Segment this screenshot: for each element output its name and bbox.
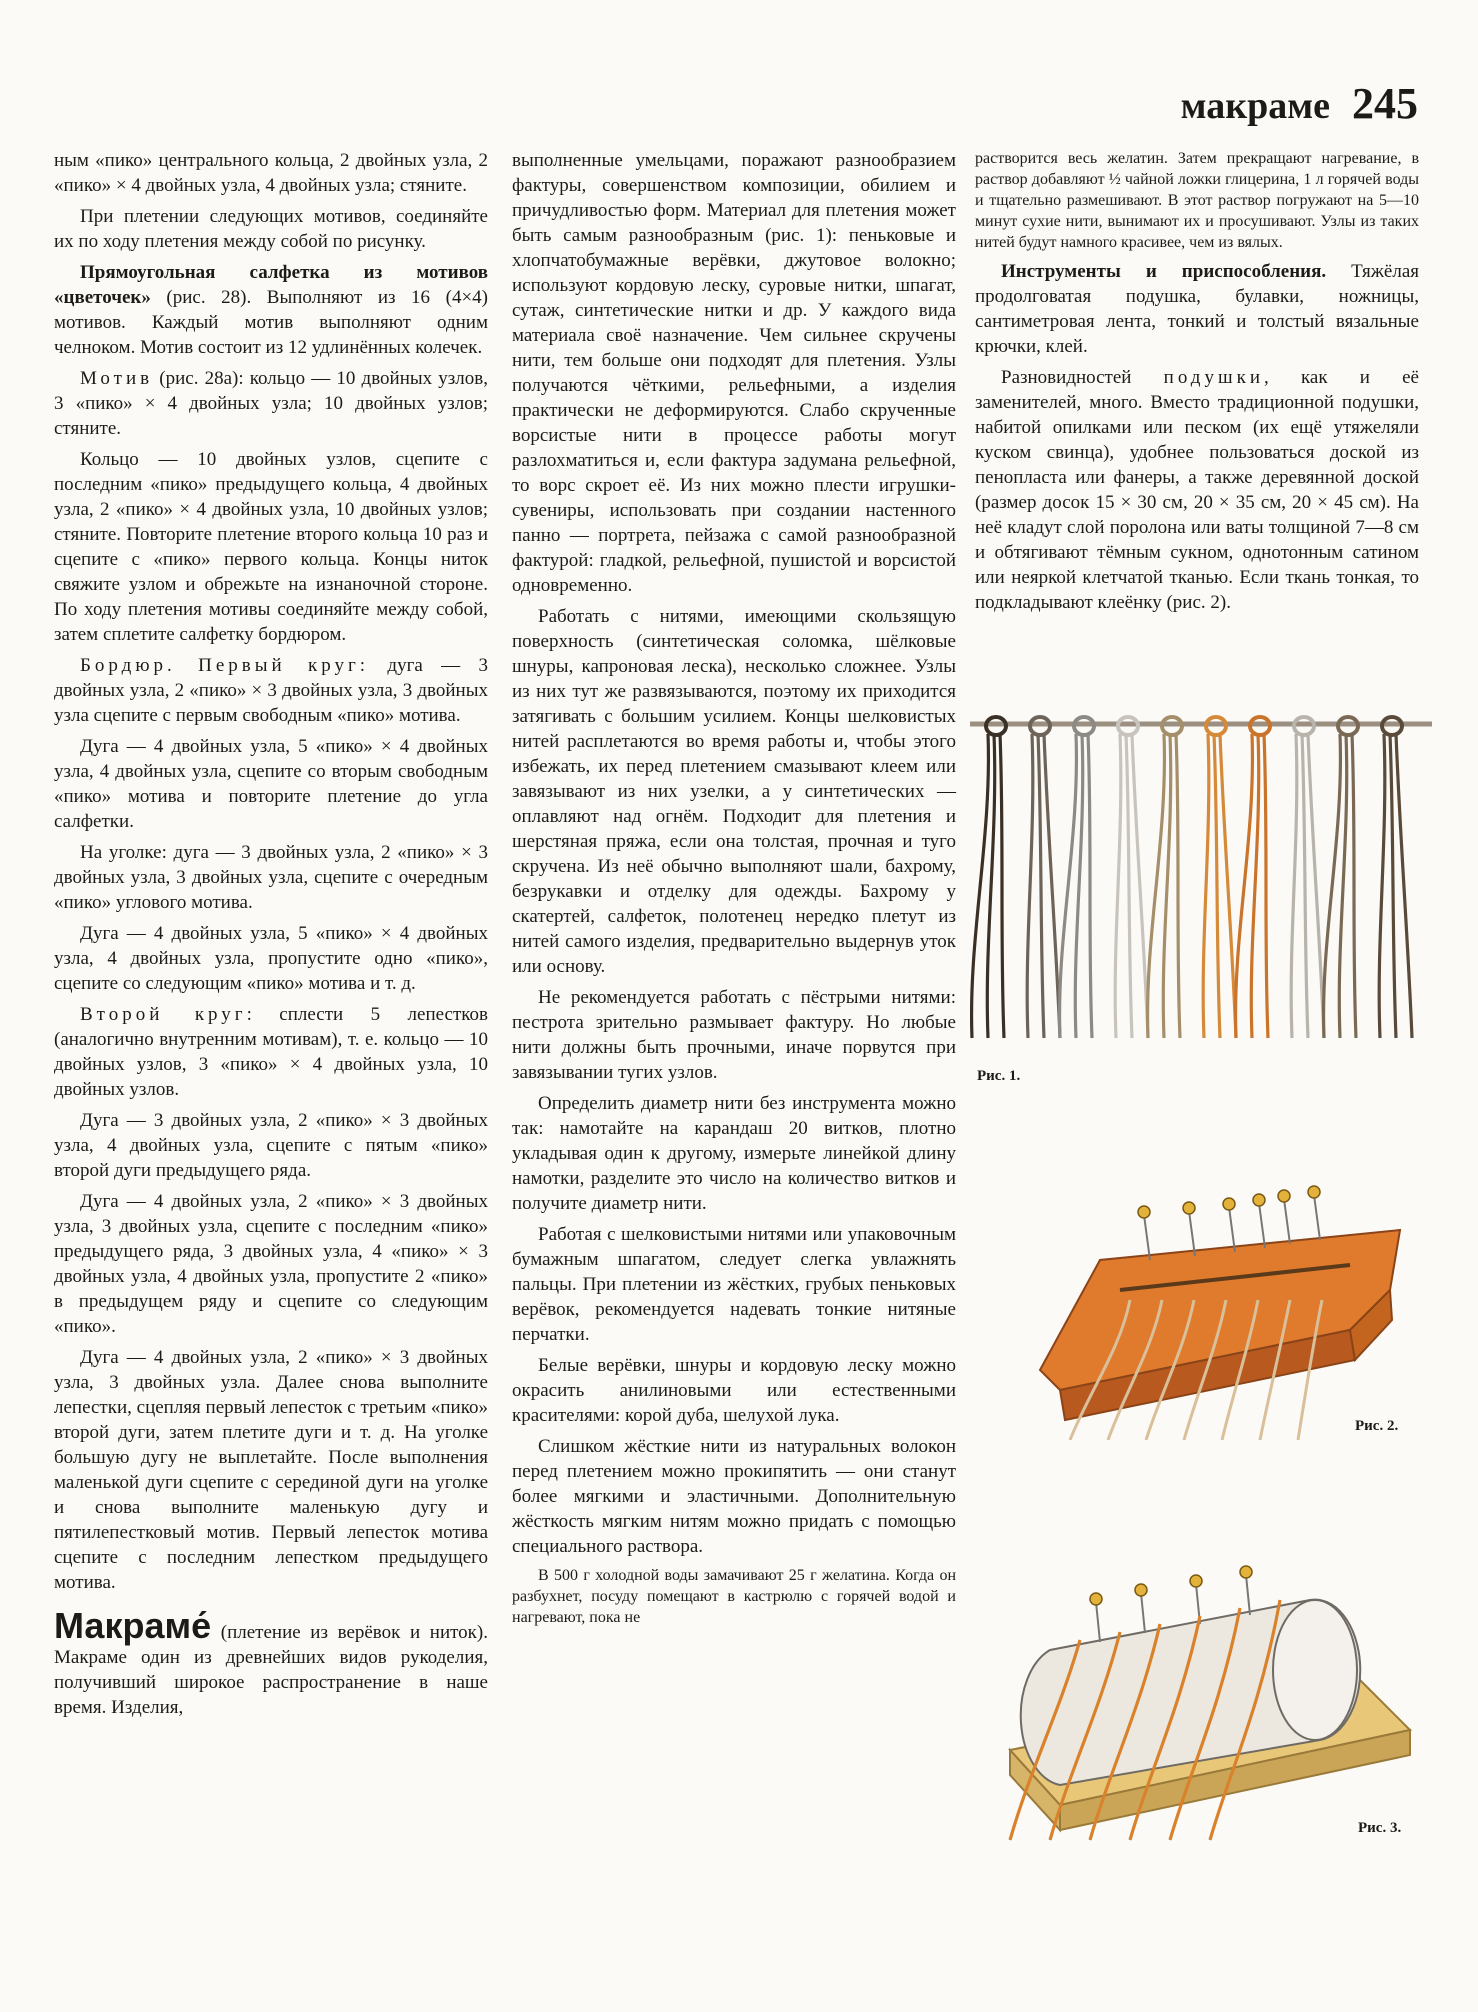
cord xyxy=(1220,734,1236,1038)
pin-head xyxy=(1240,1566,1252,1578)
spaced-term: Мотив xyxy=(80,368,154,389)
paragraph: Определить диаметр нити без инструмента можно так: намотайте на карандаш 20 витков, плотно укладывая один к другому, измерьте линейкой длину намотки, разделите это число на количество витков и получите диаметр нити. xyxy=(512,1093,956,1214)
paragraph-lead: Прямоугольная салфетка из мотивов «цветочек» xyxy=(54,262,488,308)
column-1 xyxy=(54,148,488,1726)
pin xyxy=(1259,1203,1265,1248)
cord xyxy=(1027,734,1033,1038)
paragraph-small: растворится весь желатин. Затем прекращают нагревание, в раствор добавляют ½ чайной ложки глицерина, 1 л горячей воды и тщательно размешивают. В этот раствор погружают на 5—10 минут сухие нити, вынимают их и просушивают. Узлы из таких нитей будут намного красивее, чем из вялых. xyxy=(975,150,1419,251)
cord xyxy=(1176,734,1180,1038)
pin xyxy=(1144,1215,1150,1260)
paragraph: Дуга — 4 двойных узла, 2 «пико» × 3 двойных узла, 3 двойных узла, сцепите с последним «пико» предыдущего ряда, 3 двойных узла, 4 «пико» × 3 двойных узла, 4 двойных узла, пропустите 2 «пико» в предыдущем ряду и сцепите со следующим «пико». xyxy=(54,1191,488,1337)
pin-head xyxy=(1278,1190,1290,1202)
cord xyxy=(1088,734,1092,1038)
paragraph: Мотив (рис. 28а): кольцо — 10 двойных узлов, 3 «пико» × 4 двойных узла; 10 двойных узлов; стяните. xyxy=(54,368,488,439)
cord xyxy=(1352,734,1356,1038)
pin-head xyxy=(1253,1194,1265,1206)
pin xyxy=(1246,1575,1250,1615)
paragraph: Дуга — 4 двойных узла, 5 «пико» × 4 двойных узла, 4 двойных узла, пропустите одно «пико», сцепите со следующим «пико» мотива и т. д. xyxy=(54,923,488,994)
paragraph: Бордюр. Первый круг: дуга — 3 двойных узла, 2 «пико» × 3 двойных узла, 3 двойных узла сцепите с первым свободным «пико» мотива. xyxy=(54,655,488,726)
cord xyxy=(1291,734,1297,1038)
column-2 xyxy=(512,148,956,1634)
pin xyxy=(1141,1593,1145,1633)
column-3 xyxy=(975,148,1419,621)
paragraph: Белые верёвки, шнуры и кордовую леску можно окрасить анилиновыми или естественными красителями: корой дуба, шелухой лука. xyxy=(512,1355,956,1426)
paragraph: Инструменты и приспособления. Тяжёлая продолговатая подушка, булавки, ножницы, сантиметровая лента, тонкий и толстый вязальные крючки, клей. xyxy=(975,261,1419,357)
cord xyxy=(1379,734,1385,1038)
pin xyxy=(1284,1199,1290,1244)
cord xyxy=(1000,734,1004,1038)
cord xyxy=(1302,734,1308,1038)
cord xyxy=(1264,734,1268,1038)
figure-2-pillow xyxy=(1020,1140,1430,1440)
paragraph-small: В 500 г холодной воды замачивают 25 г желатина. Когда он разбухнет, посуду помещают в кастрюлю с горячей водой и нагревают, пока не xyxy=(512,1567,956,1626)
paragraph: Прямоугольная салфетка из мотивов «цветочек» (рис. 28). Выполняют из 16 (4×4) мотивов. Каждый мотив выполняют одним челноком. Мотив состоит из 12 удлинённых колечек. xyxy=(54,262,488,358)
cord xyxy=(1308,734,1324,1038)
figure-1-caption: Рис. 1. xyxy=(977,1068,1021,1084)
paragraph: Слишком жёсткие нити из натуральных волокон перед плетением можно прокипятить — они станут более мягкими и эластичными. Дополнительную жёсткость мягким нитям можно придать с помощью специального раствора. xyxy=(512,1436,956,1557)
pin-head xyxy=(1135,1584,1147,1596)
paragraph: Дуга — 4 двойных узла, 5 «пико» × 4 двойных узла, 4 двойных узла, сцепите со вторым свободным «пико» мотива и повторите плетение до угла салфетки. xyxy=(54,736,488,832)
pin-head xyxy=(1308,1186,1320,1198)
cord xyxy=(1132,734,1148,1038)
cord xyxy=(1126,734,1132,1038)
cord xyxy=(1396,734,1412,1038)
paragraph: Второй круг: сплести 5 лепестков (аналогично внутренним мотивам), т. е. кольцо — 10 двойных узлов, 3 «пико» × 4 двойных узла, 10 двойных узлов. xyxy=(54,1004,488,1100)
page-header xyxy=(1181,78,1418,129)
paragraph: Дуга — 4 двойных узла, 2 «пико» × 3 двойных узла, 3 двойных узла. Далее снова выполните лепестки, сцепляя первый лепесток с третьим «пико» второй дуги, затем плетите дуги и т. д. На уголке большую дугу не выплетайте. После выполнения маленькой дуги сцепите с серединой дуги на уголке и снова выполните маленькую дугу и пятилепестковый мотив. Первый лепесток мотива сцепите с последним лепестком предыдущего мотива. xyxy=(54,1347,488,1593)
paragraph: Разновидностей подушки, как и её заменителей, много. Вместо традиционной подушки, набитой опилками или песком (их ещё утяжеляли куском свинца), удобнее пользоваться доской из пенопласта или фанеры, а также деревянной доской (размер досок 15 × 30 см, 20 × 35 см, 20 × 45 см). На неё кладут слой поролона или ваты толщиной 7—8 см и обтягивают тёмным сукном, однотонным сатином или неяркой клетчатой тканью. Если ткань тонкая, то подкладывают клеёнку (рис. 2). xyxy=(975,367,1419,613)
pin xyxy=(1229,1207,1235,1252)
figure-3-caption: Рис. 3. xyxy=(1358,1820,1402,1836)
figure-3-roller xyxy=(980,1530,1430,1850)
paragraph: ным «пико» центрального кольца, 2 двойных узла, 2 «пико» × 4 двойных узла, 4 двойных узла; стяните. xyxy=(54,150,488,196)
paragraph: Работая с шелковистыми нитями или упаковочным бумажным шпагатом, следует слегка увлажнять пальцы. При плетении из жёстких, грубых пеньковых верёвок, рекомендуется надевать тонкие нитяные перчатки. xyxy=(512,1224,956,1345)
spaced-term: подушки xyxy=(1163,367,1264,388)
running-title: макраме xyxy=(1180,85,1330,127)
macrame-entry xyxy=(54,1605,488,1720)
paragraph: Дуга — 3 двойных узла, 2 «пико» × 3 двойных узла, 4 двойных узла, сцепите с пятым «пико» второй дуги предыдущего ряда. xyxy=(54,1110,488,1181)
pin xyxy=(1189,1211,1195,1256)
figure-2-caption: Рис. 2. xyxy=(1355,1418,1399,1434)
cord xyxy=(1390,734,1396,1038)
figure-1-threads xyxy=(970,698,1432,1058)
pin-head xyxy=(1223,1198,1235,1210)
pin xyxy=(1096,1602,1100,1642)
spaced-term: Бордюр. Первый круг: xyxy=(80,655,370,676)
pin-head xyxy=(1190,1575,1202,1587)
cord xyxy=(1115,734,1121,1038)
cord xyxy=(1038,734,1044,1038)
cord xyxy=(1214,734,1220,1038)
paragraph-lead: Инструменты и приспособления. xyxy=(1001,261,1327,282)
pin xyxy=(1314,1195,1320,1240)
cord xyxy=(1203,734,1209,1038)
entry-intro: (плетение из верёвок и ниток). Макраме один из древнейших видов рукоделия, получивший широкое распространение в наше время. Изделия, xyxy=(54,1622,488,1718)
entry-title: Макраме́ xyxy=(54,1605,212,1646)
roller-end xyxy=(1273,1600,1357,1740)
pin-head xyxy=(1183,1202,1195,1214)
paragraph: выполненные умельцами, поражают разнообразием фактуры, совершенством композиции, обилием и причудливостью форм. Материал для плетения может быть самым разнообразным (рис. 1): пеньковые и хлопчатобумажные верёвки, джутовое волокно; используют кордовую леску, суровые нитки, шпагат, сутаж, синтетические нитки и др. У каждого вида материала своё назначение. Чем сильнее скручены нити, тем больше они подходят для плетения. Узлы получаются чёткими, рельефными, а изделия практически не деформируются. Слабо скрученные ворсистые нити в процессе работы могут разлохматиться и, если фактура задумана рельефной, то ворс скроет её. Из них можно плести игрушки-сувениры, использовать при создании настенного панно — портрета, пейзажа с самой разнообразной фактурой: гладкой, рельефной, пушистой и ворсистой одновременно. xyxy=(512,150,956,596)
pin-head xyxy=(1138,1206,1150,1218)
page-number: 245 xyxy=(1352,79,1418,128)
paragraph: Не рекомендуется работать с пёстрыми нитями: пестрота зрительно размывает фактуру. Но любые нити должны быть прочными, иначе порвутся при завязывании тугих узлов. xyxy=(512,987,956,1083)
pin-head xyxy=(1090,1593,1102,1605)
cord xyxy=(1044,734,1060,1038)
spaced-term: Второй круг xyxy=(80,1004,247,1025)
paragraph: На уголке: дуга — 3 двойных узла, 2 «пико» × 3 двойных узла, 3 двойных узла, сцепите с очередным «пико» углового мотива. xyxy=(54,842,488,913)
paragraph: Работать с нитями, имеющими скользящую поверхность (синтетическая соломка, шёлковые шнуры, капроновая леска), несколько сложнее. Узлы из них тут же развязываются, поэтому их приходится затягивать с большим усилием. Концы шелковистых нитей расплетаются во время работы и, чтобы этого избежать, их перед плетением смазывают клеем или завязывают из них узелки, а у синтетических — оплавляют над огнём. Подходит для плетения и шерстяная пряжа, если она толстая, прочная и туго скручена. Из неё обычно выполняют шали, бахрому, безрукавки и отделку для одежды. Бахрому у скатертей, салфеток, полотенец нередко плетут из нитей самого изделия, предварительно выдернув уток или основу. xyxy=(512,606,956,977)
paragraph: Кольцо — 10 двойных узлов, сцепите с последним «пико» предыдущего кольца, 4 двойных узла, 2 «пико» × 4 двойных узла, 10 двойных узлов; стяните. Повторите плетение второго кольца 10 раз и сцепите с «пико» первого кольца. Концы ниток свяжите узлом и обрежьте на изнаночной стороне. По ходу плетения мотивы соединяйте между собой, затем сплетите салфетку бордюром. xyxy=(54,449,488,645)
paragraph: При плетении следующих мотивов, соединяйте их по ходу плетения между собой по рисунку. xyxy=(54,206,488,252)
